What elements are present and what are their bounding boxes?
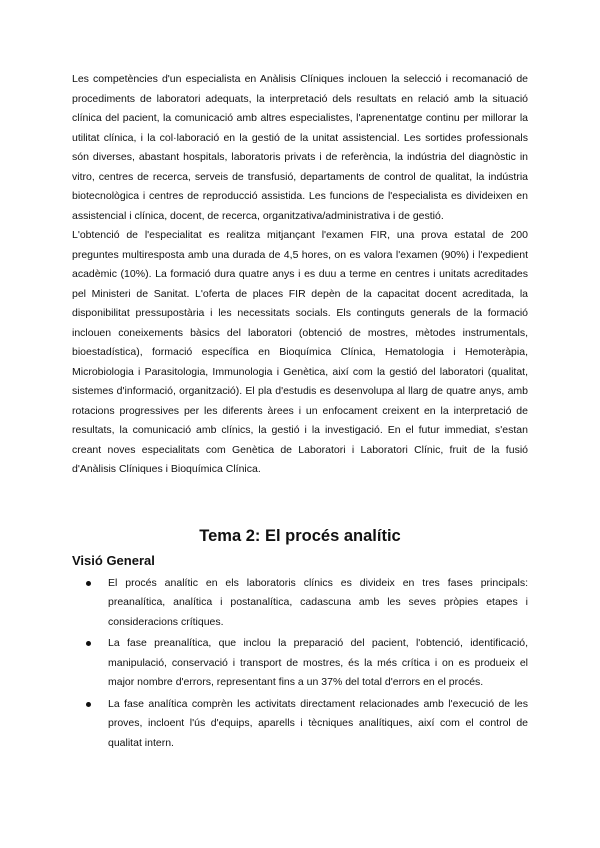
list-item-text: La fase preanalítica, que inclou la preparació del pacient, l'obtenció, identificació, manipulació, conservació i transport de mostres, és la més crítica i on es produeix el major nombre d'errors, representant fins a un 37% del total d'errors en el procés. <box>108 637 528 688</box>
section-title: Tema 2: El procés analític <box>199 526 401 545</box>
paragraph-fir-training: L'obtenció de l'especialitat es realitza mitjançant l'examen FIR, una prova estatal de 200 preguntes multiresposta amb una durada de 4,5 hores, on es valora l'examen (90%) i l'expedient acadèmic (10%). La formació dura quatre anys i es duu a terme en centres i unitats acreditades pel Ministeri de Sanitat. L'oferta de places FIR depèn de la capacitat docent acreditada, la disponibilitat pressupostària i les necessitats socials. Els continguts generals de la formació inclouen coneixements bàsics del laboratori (obtenció de mostres, mètodes instrumentals, bioestadística), formació específica en Bioquímica Clínica, Hematologia i Hemoteràpia, Microbiologia i Parasitologia, Immunologia i Genètica, així com la gestió del laboratori (qualitat, sistemes d'informació, organització). El pla d'estudis es desenvolupa al llarg de quatre anys, amb rotacions progressives per les diferents àrees i un enfocament creixent en la interpretació de resultats, la comunicació amb clínics, la gestió i la investigació. En el futur immediat, s'estan creant noves especialitats com Genètica de Laboratori i Laboratori Clínic, fruit de la fusió d'Anàlisis Clíniques i Bioquímica Clínica. <box>72 229 528 475</box>
bullet-icon <box>86 702 91 707</box>
bullet-icon <box>86 641 91 646</box>
bullet-icon <box>86 581 91 586</box>
list-item <box>108 574 528 633</box>
section-subheading: Visió General <box>72 552 155 568</box>
bullet-list <box>72 574 528 754</box>
list-item-text: El procés analític en els laboratoris clínics es divideix en tres fases principals: preanalítica, analítica i postanalítica, cadascuna amb les seves pròpies etapes i consideracions crítiques. <box>108 576 528 628</box>
list-item <box>108 634 528 693</box>
list-item-text: La fase analítica comprèn les activitats directament relacionades amb l'execució de les proves, incloent l'ús d'equips, aparells i tècniques analítiques, així com el control de qualitat intern. <box>108 697 528 749</box>
list-item <box>108 695 528 754</box>
paragraph-competencies: Les competències d'un especialista en Anàlisis Clíniques inclouen la selecció i recomanació de procediments de laboratori adequats, la interpretació dels resultats en relació amb la situació clínica del pacient, la comunicació amb altres especialistes, l'aprenentatge continu per millorar la utilitat clínica, i la col·laboració en la gestió de la unitat assistencial. Les sortides professionals són diverses, abastant hospitals, laboratoris privats i de referència, la indústria del diagnòstic in vitro, centres de recerca, serveis de transfusió, departaments de control de qualitat, la indústria biotecnològica i centres de reproducció assistida. Les funcions de l'especialista es divideixen en assistencial i clínica, docent, de recerca, organitzativa/administrativa i de gestió. <box>72 73 528 222</box>
